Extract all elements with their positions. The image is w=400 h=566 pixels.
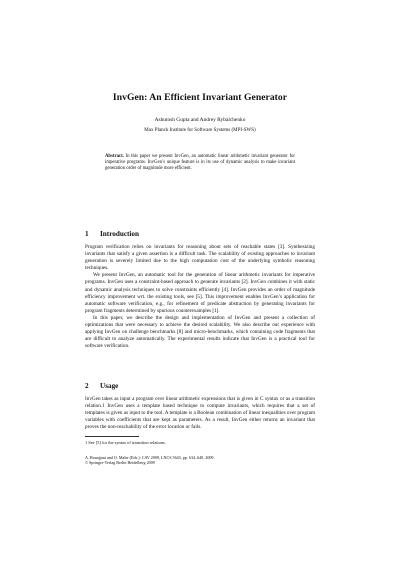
section-number: 1: [85, 230, 89, 238]
section-title: Usage: [100, 382, 119, 390]
footnote: 1 See [5] for the syntax of transition relations.: [85, 440, 166, 445]
paragraph: InvGen takes as input a program over linear arithmetic expressions that is given in C syntax or as a transition relation.1 InvGen uses a template based technique to compute invariants, which requires that a set of templates is given as input to the tool. A template is a Boolean combination of linear inequalities over program variables with coefficients that are kept as parameters. As a result, InvGen either returns an invariant that proves the non-reachability of the error location or fails.: [85, 396, 315, 431]
section-body-usage: [85, 396, 315, 431]
footnote-rule: [85, 436, 139, 437]
abstract-label: Abstract.: [105, 154, 124, 159]
page-footer: [85, 455, 315, 466]
paragraph: In this paper, we describe the design and implementation of InvGen and present a collection of optimizations that were necessary to achieve the desired scalability. We also describe our experience with applying InvGen on challenge benchmarks [8] and micro-benchmarks, which containing code fragments that are difficult to analyze automatically. The experimental results indicate that InvGen is a practical tool for software verification.: [85, 314, 315, 350]
section-heading-introduction: [85, 230, 139, 238]
section-title: Introduction: [100, 230, 140, 238]
footer-copyright: © Springer-Verlag Berlin Heidelberg 2009: [85, 460, 155, 466]
section-body-introduction: [85, 244, 315, 350]
footer-citation: A. Bouajjani and O. Maler (Eds.): CAV 2009, LNCS 5643, pp. 634–640, 2009.: [85, 455, 215, 460]
section-number: 2: [85, 382, 89, 390]
paragraph: We present InvGen, an automatic tool for the generation of linear arithmetic invariants for imperative programs. InvGen uses a constraint-based approach to generate invariants [2]. InvGen combines it with static and dynamic analysis techniques to solve constraints efficiently [4]. InvGen provides an order of magnitude efficiency improvement wrt. the existing tools, see [5]. This improvement enables InvGen’s application for automatic software verification, e.g., for refinement of predicate abstraction by generating invariants for program fragments determined by spurious counterexamples [1].: [85, 272, 315, 314]
abstract-text: In this paper we present InvGen, an automatic linear arithmetic invariant generator for imperative programs. InvGen’s unique feature is in its use of dynamic analysis to make invariant generation order of magnitude more efficient.: [105, 154, 295, 172]
abstract-block: [105, 154, 295, 173]
paper-title: InvGen: An Efficient Invariant Generator: [112, 92, 288, 103]
paragraph: Program verification relies on invariants for reasoning about sets of reachable states [3]. Synthesizing invariants that satisfy a given assertion is a difficult task. The scalability of existing approaches to invariant generation is severely limited due to the high computation cost of the underlying symbolic reasoning techniques.: [85, 244, 315, 272]
paper-authors: Ashutosh Gupta and Andrey Rybalchenko: [154, 117, 246, 123]
paper-affiliation: Max Planck Institute for Software Systems (MPI-SWS): [144, 128, 256, 133]
section-heading-usage: [85, 382, 118, 390]
